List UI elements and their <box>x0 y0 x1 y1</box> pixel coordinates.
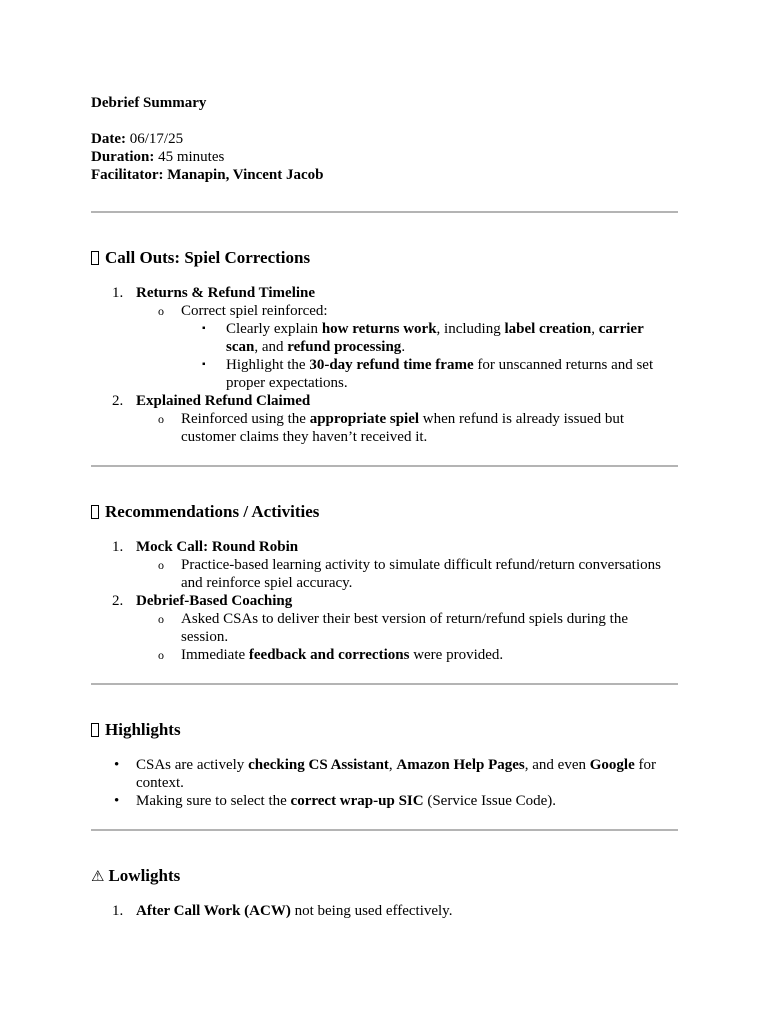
text: Reinforced using the <box>181 411 310 427</box>
section-heading-lowlights <box>91 865 678 887</box>
sub-sub-list-item <box>91 356 678 392</box>
text: CSAs are actively <box>136 757 249 773</box>
duration-label: Duration: <box>91 149 155 165</box>
bold-text: carrier scan <box>226 321 644 355</box>
recommendations-heading-text: Recommendations / Activities <box>105 502 320 521</box>
lowlights-list <box>91 902 678 920</box>
missing-glyph-icon <box>91 505 99 519</box>
sub-list-item <box>91 646 678 664</box>
list-item <box>91 592 678 664</box>
date-value: 06/17/25 <box>125 131 184 147</box>
sub-item-text: Practice-based learning activity to simulate difficult refund/return conversations and reinforce spiel accuracy. <box>181 557 661 591</box>
text: , and even <box>524 757 590 773</box>
text: . <box>401 339 406 355</box>
sub-list-item <box>91 556 678 592</box>
list-item <box>91 756 678 792</box>
text: Clearly explain <box>226 321 322 337</box>
highlights-list <box>91 756 678 810</box>
circle-bullet-icon: o <box>158 612 164 626</box>
duration-value: 45 minutes <box>154 149 225 165</box>
list-number: 1. <box>112 285 124 301</box>
text: for unscanned returns and set proper expectations. <box>226 357 654 391</box>
square-bullet-icon: ▪ <box>202 323 206 334</box>
callouts-heading-text: Call Outs: Spiel Corrections <box>105 248 311 267</box>
section-heading-highlights <box>91 719 678 741</box>
bold-text: refund processing <box>287 339 402 355</box>
meta-duration <box>91 148 678 166</box>
bullet-icon: • <box>114 757 120 773</box>
divider <box>91 829 678 831</box>
callouts-list <box>91 284 678 446</box>
divider <box>91 211 678 213</box>
divider <box>91 465 678 467</box>
text: when refund is already issued but customer claims they haven’t received it. <box>181 411 624 445</box>
list-item-title: Mock Call: Round Robin <box>136 539 299 555</box>
warning-icon: ⚠ <box>91 867 105 885</box>
sub-sub-list-item <box>91 320 678 356</box>
bold-text: Google <box>589 757 635 773</box>
list-number: 1. <box>112 539 124 555</box>
doc-title: Debrief Summary <box>91 95 207 111</box>
text: not being used effectively. <box>290 903 453 919</box>
facilitator-value: Manapin, Vincent Jacob <box>163 167 324 183</box>
sub-item-text: Correct spiel reinforced: <box>181 303 328 319</box>
bold-text: label creation <box>504 321 592 337</box>
list-number: 2. <box>112 593 124 609</box>
text: (Service Issue Code). <box>423 793 557 809</box>
document-page <box>91 94 678 920</box>
missing-glyph-icon <box>91 723 99 737</box>
list-item-title: Debrief-Based Coaching <box>136 593 293 609</box>
text: for context. <box>136 757 656 791</box>
list-number: 1. <box>112 903 124 919</box>
sub-list-item <box>91 302 678 392</box>
bold-text: Amazon Help Pages <box>396 757 525 773</box>
circle-bullet-icon: o <box>158 558 164 572</box>
text: , <box>388 757 397 773</box>
list-item <box>91 392 678 446</box>
square-bullet-icon: ▪ <box>202 359 206 370</box>
list-item <box>91 538 678 592</box>
list-item <box>91 792 678 810</box>
meta-date <box>91 130 678 148</box>
date-label: Date: <box>91 131 126 147</box>
list-item <box>91 284 678 392</box>
facilitator-label: Facilitator: <box>91 167 164 183</box>
recommendations-list <box>91 538 678 664</box>
bold-text: appropriate spiel <box>309 411 420 427</box>
highlights-heading-text: Highlights <box>105 720 181 739</box>
text: were provided. <box>409 647 504 663</box>
section-heading-callouts <box>91 247 678 269</box>
bold-text: feedback and corrections <box>248 647 410 663</box>
text: Highlight the <box>226 357 310 373</box>
meta-facilitator <box>91 166 678 184</box>
list-item-title: Returns & Refund Timeline <box>136 285 316 301</box>
circle-bullet-icon: o <box>158 412 164 426</box>
sub-list-item <box>91 410 678 446</box>
text: , including <box>436 321 505 337</box>
list-item <box>91 902 678 920</box>
bold-text: After Call Work (ACW) <box>136 903 291 919</box>
text: , <box>591 321 599 337</box>
bold-text: checking CS Assistant <box>248 757 389 773</box>
meta-block <box>91 130 678 184</box>
section-heading-recommendations <box>91 501 678 523</box>
text: Immediate <box>181 647 249 663</box>
circle-bullet-icon: o <box>158 304 164 318</box>
bold-text: how returns work <box>321 321 437 337</box>
list-number: 2. <box>112 393 124 409</box>
circle-bullet-icon: o <box>158 648 164 662</box>
list-item-title: Explained Refund Claimed <box>136 393 311 409</box>
missing-glyph-icon <box>91 251 99 265</box>
divider <box>91 683 678 685</box>
bullet-icon: • <box>114 793 120 809</box>
sub-list-item <box>91 610 678 646</box>
lowlights-heading-text: Lowlights <box>108 866 181 885</box>
sub-item-text: Asked CSAs to deliver their best version of return/refund spiels during the session. <box>181 611 628 645</box>
text: Making sure to select the <box>136 793 291 809</box>
text: , and <box>254 339 288 355</box>
bold-text: 30-day refund time frame <box>309 357 474 373</box>
bold-text: correct wrap-up SIC <box>290 793 424 809</box>
